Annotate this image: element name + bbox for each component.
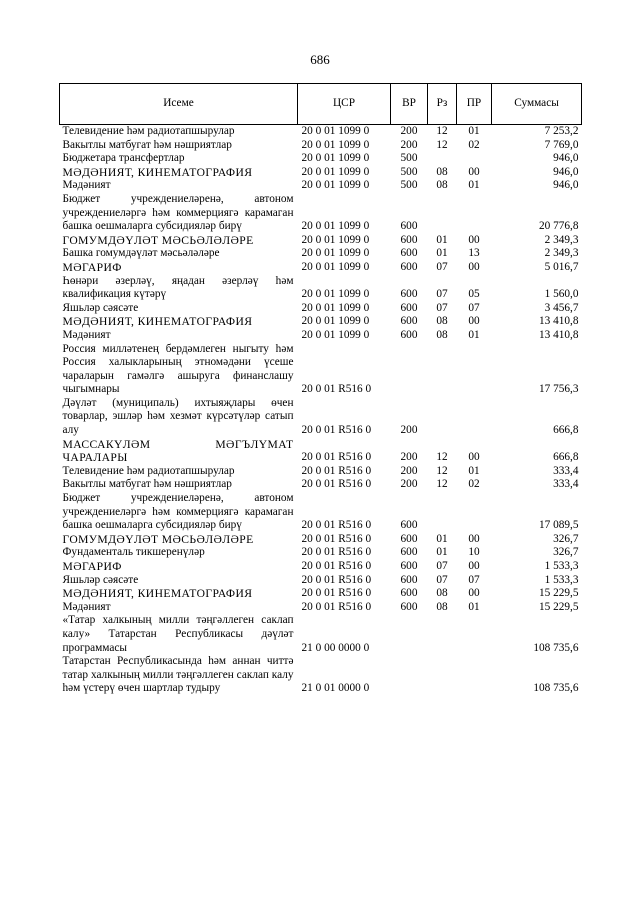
cell-name: Мәдәният — [62, 600, 111, 613]
cell-rz — [428, 397, 457, 438]
table-row — [60, 614, 582, 655]
cell-csr: 20 0 01 1099 0 — [301, 125, 370, 137]
header-vr: ВР — [391, 84, 428, 125]
cell-vr: 200 — [400, 424, 418, 437]
cell-name: Вакытлы матбугат һәм нәшриятлар — [62, 138, 232, 151]
cell-csr: 20 0 01 R516 0 — [301, 546, 372, 559]
table-row — [60, 234, 582, 248]
cell-sum: 3 456,7 — [544, 301, 579, 314]
table-row — [60, 655, 582, 696]
cell-vr: 600 — [400, 233, 418, 246]
cell-sum: 666,8 — [553, 424, 579, 437]
cell-vr — [391, 614, 428, 655]
cell-rz — [428, 492, 457, 533]
cell-vr: 200 — [400, 478, 418, 491]
table-body — [60, 125, 582, 696]
cell-vr: 200 — [400, 451, 418, 464]
cell-rz: 08 — [436, 328, 448, 341]
table-row — [60, 247, 582, 261]
cell-name: Дәүләт (муниципаль) ихтыяҗлары өчен товарлар, эшләр һәм хезмәт күрсәтүләр сатып алу — [62, 396, 294, 437]
table-row — [60, 560, 582, 574]
cell-pr: 02 — [468, 138, 480, 151]
cell-pr: 01 — [468, 179, 480, 192]
cell-pr: 07 — [468, 573, 480, 586]
table-row — [60, 302, 582, 316]
cell-vr: 200 — [400, 125, 418, 137]
cell-name: МАССАКҮЛӘМ МӘГЪЛҮМАТ ЧАРАЛАРЫ — [62, 437, 294, 465]
cell-sum: 333,4 — [553, 464, 579, 477]
cell-name: Бюджет учреждениеләренә, автоном учреждениеләргә һәм коммерциягә карамаган башка оешмаларга субсидияләр бирү — [62, 492, 294, 532]
cell-vr: 200 — [400, 464, 418, 477]
cell-name: МӘГАРИФ — [62, 260, 122, 274]
cell-csr: 20 0 01 1099 0 — [301, 328, 370, 341]
cell-rz: 12 — [436, 451, 448, 464]
cell-vr: 600 — [400, 587, 418, 600]
table-row — [60, 492, 582, 533]
table-row — [60, 438, 582, 465]
cell-rz: 12 — [436, 125, 448, 137]
table-row — [60, 125, 582, 139]
table-header-row — [60, 84, 582, 125]
cell-csr: 20 0 01 1099 0 — [301, 152, 370, 165]
table-row — [60, 587, 582, 601]
cell-vr: 600 — [400, 315, 418, 328]
cell-csr: 20 0 01 R516 0 — [301, 560, 372, 572]
table-row — [60, 315, 582, 329]
cell-sum: 1 560,0 — [544, 288, 579, 301]
cell-csr: 20 0 01 1099 0 — [301, 260, 370, 273]
cell-name: Россия милләтенең бердәмлеген ныгыту һәм Россия халыкларының этномәдәни үсеше чараларын гамәлгә ашыруга финанслашу чыгымнары — [62, 342, 294, 396]
cell-rz — [428, 343, 457, 397]
cell-csr: 20 0 01 1099 0 — [301, 288, 370, 301]
cell-pr: 00 — [468, 260, 480, 273]
cell-vr: 600 — [400, 560, 418, 572]
cell-sum: 946,0 — [553, 152, 579, 165]
cell-pr: 00 — [468, 587, 480, 600]
cell-pr: 01 — [468, 600, 480, 613]
cell-pr: 00 — [468, 560, 480, 572]
cell-vr: 600 — [400, 573, 418, 586]
cell-vr: 600 — [400, 546, 418, 559]
cell-sum: 5 016,7 — [544, 260, 579, 273]
cell-rz — [428, 655, 457, 696]
cell-csr: 20 0 01 R516 0 — [301, 424, 372, 437]
cell-sum: 15 229,5 — [538, 587, 579, 600]
table-row — [60, 546, 582, 560]
cell-sum: 2 349,3 — [544, 233, 579, 246]
cell-csr: 20 0 01 R516 0 — [301, 478, 372, 491]
cell-csr: 21 0 00 0000 0 — [301, 641, 370, 654]
cell-sum: 13 410,8 — [538, 328, 579, 341]
table-row — [60, 343, 582, 397]
cell-sum: 108 735,6 — [533, 641, 579, 654]
cell-name: Татарстан Республикасында һәм аннан читтә татар халкының милли тәңгәллеген саклап калу һәм үстерү өчен шартлар тудыру — [62, 655, 294, 695]
table-row — [60, 166, 582, 180]
cell-name: Башка гомумдәүләт мәсьәләләре — [62, 247, 220, 260]
cell-sum: 2 349,3 — [544, 247, 579, 260]
cell-csr: 20 0 01 R516 0 — [301, 532, 372, 545]
cell-rz: 07 — [436, 560, 448, 572]
table-row — [60, 574, 582, 588]
cell-pr: 13 — [468, 247, 480, 260]
cell-name: ГОМУМДӘҮЛӘТ МӘСЬӘЛӘЛӘРЕ — [62, 233, 254, 247]
cell-rz: 08 — [436, 315, 448, 328]
table-row — [60, 179, 582, 193]
cell-pr — [457, 193, 492, 234]
table-row — [60, 275, 582, 302]
cell-name: Вакытлы матбугат һәм нәшриятлар — [62, 478, 232, 491]
cell-pr: 01 — [468, 464, 480, 477]
cell-vr: 500 — [400, 179, 418, 192]
cell-sum: 108 735,6 — [533, 682, 579, 695]
cell-sum: 13 410,8 — [538, 315, 579, 328]
cell-name: Бюджетара трансфертлар — [62, 152, 185, 165]
cell-vr: 600 — [400, 328, 418, 341]
cell-sum: 7 769,0 — [544, 138, 579, 151]
cell-pr — [457, 152, 492, 166]
cell-csr: 20 0 01 R516 0 — [301, 587, 372, 600]
cell-pr: 05 — [468, 288, 480, 301]
table-row — [60, 397, 582, 438]
cell-sum: 946,0 — [553, 179, 579, 192]
cell-name: Һөнәри әзерләү, яңадан әзерләү һәм квалификация күтәрү — [62, 274, 294, 301]
cell-vr: 600 — [400, 288, 418, 301]
cell-vr: 500 — [400, 165, 418, 178]
table-row — [60, 193, 582, 234]
cell-rz: 12 — [436, 478, 448, 491]
cell-rz: 08 — [436, 600, 448, 613]
header-pr: ПР — [457, 84, 492, 125]
cell-rz: 07 — [436, 260, 448, 273]
page-number: 686 — [310, 52, 330, 67]
cell-rz: 07 — [436, 301, 448, 314]
cell-vr: 600 — [400, 247, 418, 260]
header-csr: ЦСР — [298, 84, 391, 125]
cell-name: МӘДӘНИЯТ, КИНЕМАТОГРАФИЯ — [62, 315, 253, 329]
cell-sum: 326,7 — [553, 546, 579, 559]
cell-csr: 20 0 01 R516 0 — [301, 464, 372, 477]
cell-pr — [457, 492, 492, 533]
budget-table — [59, 83, 582, 696]
cell-vr: 600 — [400, 301, 418, 314]
cell-sum: 17 756,3 — [538, 383, 579, 396]
table-row — [60, 139, 582, 153]
cell-sum: 666,8 — [553, 451, 579, 464]
cell-sum: 326,7 — [553, 532, 579, 545]
cell-name: МӘГАРИФ — [62, 560, 122, 573]
cell-name: Мәдәният — [62, 179, 111, 192]
cell-rz — [428, 193, 457, 234]
cell-name: МӘДӘНИЯТ, КИНЕМАТОГРАФИЯ — [62, 165, 253, 179]
cell-rz: 12 — [436, 138, 448, 151]
cell-pr: 01 — [468, 328, 480, 341]
cell-sum: 333,4 — [553, 478, 579, 491]
cell-pr: 07 — [468, 301, 480, 314]
cell-vr: 200 — [400, 138, 418, 151]
cell-csr: 20 0 01 1099 0 — [301, 220, 370, 233]
table-row — [60, 533, 582, 547]
cell-csr: 20 0 01 1099 0 — [301, 315, 370, 328]
cell-pr: 00 — [468, 532, 480, 545]
table-row — [60, 261, 582, 275]
cell-csr: 20 0 01 R516 0 — [301, 600, 372, 613]
cell-name: Яшьләр сәясәте — [62, 301, 139, 314]
table-row — [60, 465, 582, 479]
cell-name: Мәдәният — [62, 328, 111, 341]
cell-csr: 20 0 01 1099 0 — [301, 179, 370, 192]
cell-pr: 00 — [468, 165, 480, 178]
cell-name: Бюджет учреждениеләренә, автоном учреждениеләргә һәм коммерциягә карамаган башка оешмаларга субсидияләр бирү — [62, 192, 294, 233]
cell-vr — [391, 655, 428, 696]
header-sum: Суммасы — [492, 84, 582, 125]
cell-vr: 600 — [400, 532, 418, 545]
table-row — [60, 601, 582, 615]
cell-csr: 21 0 01 0000 0 — [301, 682, 370, 695]
cell-sum: 1 533,3 — [544, 573, 579, 586]
cell-name: Телевидение һәм радиотапшырулар — [62, 464, 235, 477]
cell-rz: 07 — [436, 288, 448, 301]
cell-rz: 01 — [436, 532, 448, 545]
table-row — [60, 329, 582, 343]
cell-csr: 20 0 01 1099 0 — [301, 233, 370, 246]
cell-sum: 1 533,3 — [544, 560, 579, 572]
cell-pr: 02 — [468, 478, 480, 491]
cell-sum: 7 253,2 — [544, 125, 579, 137]
cell-rz: 08 — [436, 165, 448, 178]
cell-csr: 20 0 01 R516 0 — [301, 451, 372, 464]
cell-vr — [391, 343, 428, 397]
cell-pr: 10 — [468, 546, 480, 559]
cell-csr: 20 0 01 R516 0 — [301, 383, 372, 396]
cell-pr: 00 — [468, 451, 480, 464]
cell-pr — [457, 614, 492, 655]
cell-csr: 20 0 01 1099 0 — [301, 138, 370, 151]
cell-sum: 17 089,5 — [538, 519, 579, 532]
cell-name: Фундаменталь тикшеренүләр — [62, 546, 205, 559]
cell-name: Яшьләр сәясәте — [62, 573, 139, 586]
cell-rz: 01 — [436, 546, 448, 559]
cell-rz: 12 — [436, 464, 448, 477]
cell-pr — [457, 655, 492, 696]
cell-csr: 20 0 01 R516 0 — [301, 573, 372, 586]
cell-vr: 600 — [400, 220, 418, 233]
cell-sum: 20 776,8 — [538, 220, 579, 233]
cell-rz: 08 — [436, 587, 448, 600]
cell-vr: 600 — [400, 600, 418, 613]
cell-name: МӘДӘНИЯТ, КИНЕМАТОГРАФИЯ — [62, 587, 253, 601]
cell-vr: 600 — [400, 260, 418, 273]
cell-rz: 07 — [436, 573, 448, 586]
cell-csr: 20 0 01 1099 0 — [301, 301, 370, 314]
cell-pr: 01 — [468, 125, 480, 137]
cell-csr: 20 0 01 1099 0 — [301, 247, 370, 260]
header-rz: Рз — [428, 84, 457, 125]
cell-pr: 00 — [468, 315, 480, 328]
cell-name: «Татар халкының милли тәңгәллеген саклап калу» Татарстан Республикасы дәүләт программасы — [62, 614, 294, 654]
cell-rz: 01 — [436, 247, 448, 260]
cell-vr: 600 — [400, 519, 418, 532]
cell-rz — [428, 152, 457, 166]
cell-rz: 08 — [436, 179, 448, 192]
cell-sum: 15 229,5 — [538, 600, 579, 613]
cell-csr: 20 0 01 1099 0 — [301, 165, 370, 178]
header-name: Исеме — [60, 84, 298, 125]
cell-name: Телевидение һәм радиотапшырулар — [62, 125, 235, 137]
cell-vr: 500 — [400, 152, 418, 165]
cell-sum: 946,0 — [553, 165, 579, 178]
cell-pr — [457, 397, 492, 438]
table-row — [60, 478, 582, 492]
cell-rz — [428, 614, 457, 655]
cell-rz: 01 — [436, 233, 448, 246]
cell-pr — [457, 343, 492, 397]
table-row — [60, 152, 582, 166]
cell-name: ГОМУМДӘҮЛӘТ МӘСЬӘЛӘЛӘРЕ — [62, 532, 254, 546]
cell-pr: 00 — [468, 233, 480, 246]
cell-csr: 20 0 01 R516 0 — [301, 519, 372, 532]
